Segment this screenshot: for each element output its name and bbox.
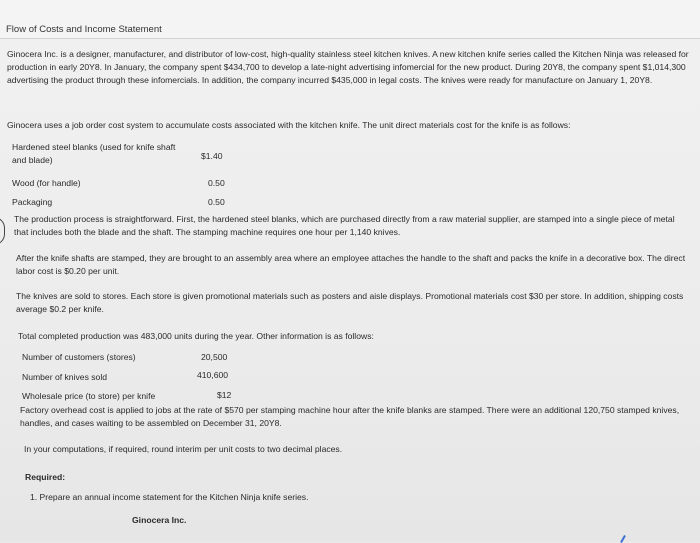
stores-paragraph: The knives are sold to stores. Each store is given promotional materials such as posters and aisle displays. Promotional materials cost $30 per store. In addition, shipping costs average $0.2 per knife. [16, 291, 684, 314]
page-curl-mark [0, 217, 5, 245]
required-label: Required: [25, 472, 66, 482]
material-label-packaging: Packaging [12, 197, 53, 207]
info-value-price: $12 [217, 390, 232, 400]
info-label-knives-sold: Number of knives sold [22, 372, 108, 382]
page-title: Flow of Costs and Income Statement [6, 24, 162, 35]
material-value-packaging: 0.50 [208, 197, 225, 207]
assembly-paragraph: After the knife shafts are stamped, they are brought to an assembly area where an employee attaches the handle to the shaft and packs the knife in a decorative box. The direct labor cost is $0.20 per unit. [16, 253, 686, 276]
computations-note: In your computations, if required, round interim per unit costs to two decimal places. [24, 444, 343, 454]
production-paragraph: The production process is straightforward. First, the hardened steel blanks, which are purchased directly from a raw material supplier, are stamped into a single piece of metal that includes both the blade and the shaft. The stamping machine requires one hour per 1,140 knives. [14, 214, 675, 237]
info-label-customers: Number of customers (stores) [22, 352, 136, 362]
info-value-knives-sold: 410,600 [197, 370, 229, 380]
info-value-customers: 20,500 [201, 352, 228, 362]
info-label-price: Wholesale price (to store) per knife [22, 391, 156, 401]
material-label-steel: Hardened steel blanks (used for knife shaft and blade) [12, 142, 176, 165]
material-value-wood: 0.50 [208, 178, 225, 188]
cursor-mark [620, 535, 626, 543]
material-label-wood: Wood (for handle) [12, 178, 81, 188]
question-1: 1. Prepare an annual income statement for the Kitchen Ninja knife series. [30, 492, 309, 502]
material-value-steel: $1.40 [201, 151, 223, 161]
header-bar [0, 0, 700, 39]
overhead-paragraph: Factory overhead cost is applied to jobs at the rate of $570 per stamping machine hour after the knife blanks are stamped. There were an additional 120,750 stamped knives, handles, and cases waiting to be assembled on December 31, 20Y8. [20, 405, 680, 428]
job-order-paragraph: Ginocera uses a job order cost system to accumulate costs associated with the kitchen knife. The unit direct materials cost for the knife is as follows: [7, 120, 571, 130]
total-production-paragraph: Total completed production was 483,000 units during the year. Other information is as follows: [18, 331, 374, 341]
intro-paragraph: Ginocera Inc. is a designer, manufacturer, and distributor of low-cost, high-quality stainless steel kitchen knives. A new kitchen knife series called the Kitchen Ninja was released for production in early 20Y8. In January, the company spent $434,700 to develop a late-night advertising infomercial for the new product. During 20Y8, the company spent $1,014,300 advertising the product through these infomercials. In addition, the company incurred $435,000 in legal costs. The knives were ready for manufacture on January 1, 20Y8. [7, 49, 689, 85]
company-name-heading: Ginocera Inc. [132, 515, 187, 525]
